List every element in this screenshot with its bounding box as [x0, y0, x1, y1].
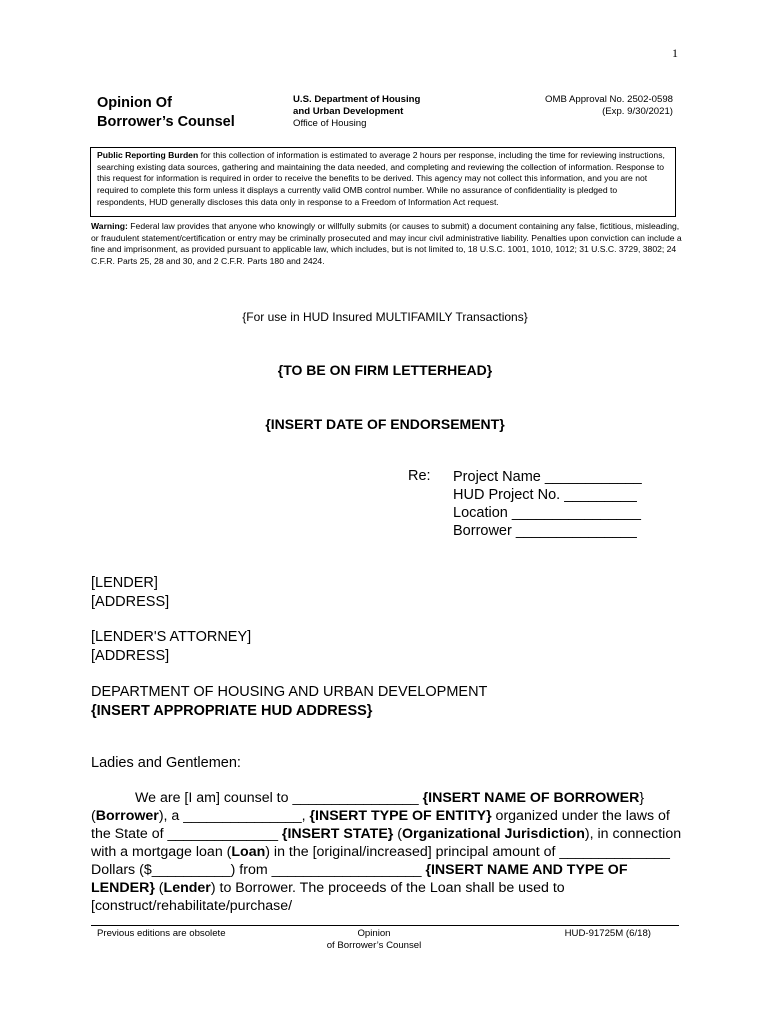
omb-expiration: (Exp. 9/30/2021)	[602, 106, 673, 117]
re-block	[453, 468, 642, 540]
body-seg: ) to Borrower. The proceeds of the Loan shall be used to [construct/rehabilitate/purchase/	[91, 880, 565, 914]
form-title-line-2: Borrower’s Counsel	[97, 114, 235, 130]
body-seg: Borrower	[95, 808, 159, 824]
opinion-body-paragraph	[91, 789, 691, 915]
footer-center-line-1: Opinion	[357, 928, 391, 939]
burden-label: Public Reporting Burden	[97, 150, 199, 160]
use-note: {For use in HUD Insured MULTIFAMILY Transactions}	[242, 310, 528, 324]
letterhead-placeholder: {TO BE ON FIRM LETTERHEAD}	[277, 362, 493, 378]
footer-form-name	[300, 928, 448, 952]
warning-text: Federal law provides that anyone who knowingly or willfully submits (or causes to submit) a document containing any false, fictitious, misleading, or fraudulent statement/certification or entry may be criminally prosecuted and may incur civil administrative liability. Penalties upon conviction can include a fine and imprisonment, as provided pursuant to applicable law, which includes, but is not limited to, 18 U.S.C. 1001, 1010, 1012; 31 U.S.C. 3729, 3802; 24 C.F.R. Parts 25, 28 and 30, and 2 C.F.R. Parts 180 and 2424.	[91, 221, 682, 267]
re-label: Re:	[408, 468, 431, 484]
re-location: Location ________________	[453, 505, 641, 521]
warning-notice	[91, 221, 683, 268]
omb-block	[500, 94, 673, 118]
body-seg: {INSERT STATE}	[281, 826, 394, 842]
dept-line-1: U.S. Department of Housing	[293, 94, 421, 105]
footer-center-line-2: of Borrower’s Counsel	[326, 940, 422, 951]
body-seg: We are [I am] counsel to ________________	[135, 790, 423, 806]
lender-attorney: [LENDER'S ATTORNEY]	[91, 629, 252, 645]
body-seg: (	[154, 880, 164, 896]
body-seg: ) in the [original/increased] principal amount of ______________ Dollars ($__________) from ___________________	[91, 844, 670, 878]
re-borrower: Borrower _______________	[453, 523, 637, 539]
footer-rule	[91, 925, 679, 926]
public-burden-box	[90, 147, 676, 217]
body-seg: } (	[91, 790, 645, 824]
body-seg: organized under the laws of the State of ______________	[91, 808, 670, 842]
hud-address-block	[91, 683, 487, 721]
lender-address: [ADDRESS]	[91, 594, 170, 610]
department-block	[293, 94, 420, 130]
lender: [LENDER]	[91, 575, 158, 591]
salutation: Ladies and Gentlemen:	[91, 755, 241, 771]
body-seg: {INSERT NAME AND TYPE OF LENDER}	[91, 862, 628, 896]
footer-form-number: HUD-91725M (6/18)	[564, 928, 651, 939]
body-seg: {INSERT TYPE OF ENTITY}	[309, 808, 492, 824]
body-seg: {INSERT NAME OF BORROWER	[422, 790, 640, 806]
footer-obsolete-note: Previous editions are obsolete	[97, 928, 226, 939]
attorney-address-block	[91, 628, 251, 666]
dept-line-2: and Urban Development	[293, 106, 404, 117]
lender-address-block	[91, 574, 169, 612]
body-seg: ), a _______________,	[158, 808, 310, 824]
page-number: 1	[672, 46, 678, 60]
warning-label: Warning:	[91, 221, 128, 231]
form-title-line-1: Opinion Of	[97, 95, 172, 111]
body-seg: Lender	[163, 880, 211, 896]
date-placeholder: {INSERT DATE OF ENDORSEMENT}	[265, 416, 505, 432]
body-seg: ), in connection with a mortgage loan (	[91, 826, 682, 860]
form-title	[97, 94, 235, 132]
body-seg: Loan	[231, 844, 266, 860]
re-project-name: Project Name ____________	[453, 469, 642, 485]
attorney-address: [ADDRESS]	[91, 648, 170, 664]
re-hud-project-no: HUD Project No. _________	[453, 487, 637, 503]
omb-approval: OMB Approval No. 2502-0598	[545, 94, 673, 105]
body-seg: (	[393, 826, 402, 842]
hud-address: {INSERT APPROPRIATE HUD ADDRESS}	[91, 703, 373, 719]
hud-name: DEPARTMENT OF HOUSING AND URBAN DEVELOPMENT	[91, 684, 488, 700]
body-seg: Organizational Jurisdiction	[402, 826, 585, 842]
dept-line-3: Office of Housing	[293, 118, 367, 129]
burden-text: for this collection of information is estimated to average 2 hours per response, including the time for reviewing instructions, searching existing data sources, gathering and maintaining the data needed, and completing and reviewing the collection of information. Response to this request for information is required in order to receive the benefits to be derived. This agency may not collect this information, and you are not required to complete this form unless it displays a currently valid OMB control number. While no assurance of confidentiality is pledged to respondents, HUD generally discloses this data only in response to a Freedom of Information Act request.	[97, 150, 665, 207]
